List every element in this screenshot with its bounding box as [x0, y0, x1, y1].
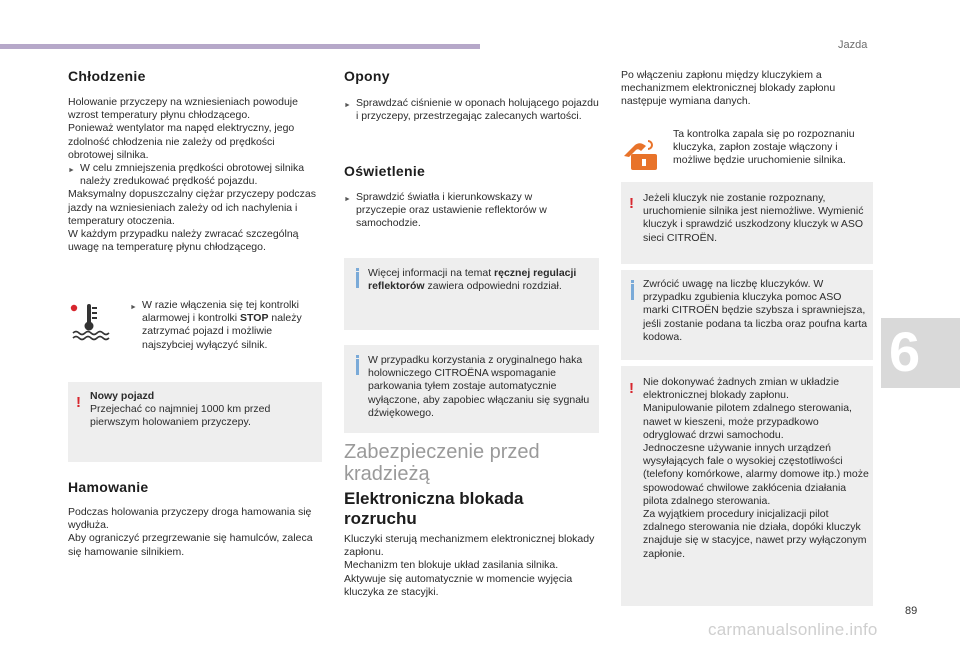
chapter-tab — [881, 318, 960, 388]
cooling-p2: Ponieważ wentylator ma napęd elektryczny, jego zdolność chłodzenia nie zależy od prędkości obrotowej silnika. — [68, 122, 295, 161]
immobiliser-p3: Aktywuje się automatycznie w momencie wyjęcia kluczyka ze stacyjki. — [344, 572, 573, 598]
lights-text — [344, 191, 584, 231]
section-label: Jazda — [838, 39, 868, 51]
tyres-title: Opony — [344, 68, 390, 84]
tyres-bullet: ► Sprawdzać ciśnienie w oponach holującego pojazdu i przyczepy, przestrzegając zalecanych wartości. — [344, 97, 599, 123]
cooling-p3: Maksymalny dopuszczalny ciężar przyczepy podczas jazdy na wzniesieniach zależy od ich nachylenia i temperatury otoczenia. — [68, 188, 317, 227]
braking-title: Hamowanie — [68, 479, 149, 495]
antitheft-title: Zabezpieczenie przed kradzieżą — [344, 441, 540, 485]
immobiliser-intro: Po włączeniu zapłonu między kluczykiem a mechanizmem elektronicznej blokady zapłonu następuje wymiana danych. — [621, 69, 836, 108]
watermark: carmanualsonline.info — [708, 620, 878, 639]
coolant-temperature-icon — [70, 300, 110, 342]
stop-label: STOP — [240, 312, 269, 325]
cooling-p1: Holowanie przyczepy na wzniesieniach powoduje wzrost temperatury płynu chłodzącego. — [68, 96, 298, 122]
chapter-number: 6 — [889, 320, 921, 383]
immobiliser-p2: Mechanizm ten blokuje układ zasilania silnika. — [344, 559, 559, 572]
immobiliser-text — [344, 533, 599, 599]
warning-exclamation-icon: ! — [629, 380, 634, 397]
new-vehicle-title: Nowy pojazd — [90, 390, 155, 402]
info-icon — [356, 272, 359, 288]
warning-exclamation-icon: ! — [76, 394, 81, 411]
info1-post: zawiera odpowiedni rozdział. — [424, 280, 562, 293]
info1-bold: ręcznej regulacji reflektorów — [368, 267, 577, 293]
braking-text — [68, 506, 322, 559]
info-box-keys — [621, 270, 873, 360]
warn2-text — [643, 376, 869, 561]
lamp-text: Ta kontrolka zapala się po rozpoznaniu kluczyka, zapłon zostaje włączony i możliwe będzie uruchomienie silnika. — [673, 128, 855, 167]
warning-exclamation-icon: ! — [629, 195, 634, 212]
info3-text: Zwrócić uwagę na liczbę kluczyków. W przypadku zgubienia kluczyka pomoc ASO marki CITROËN będzie szybsza i sprawniejsza, jeśli zostanie podana ta liczba oraz poufna karta kodowa. — [643, 278, 868, 343]
braking-p1: Podczas holowania przyczepy droga hamowania się wydłuża. — [68, 506, 312, 532]
temp-warning-post: należy zatrzymać pojazd i możliwie najszybciej wyłączyć silnik. — [142, 312, 302, 351]
info-icon — [631, 284, 634, 300]
immobiliser-p1: Kluczyki sterują mechanizmem elektronicznej blokady zapłonu. — [344, 533, 595, 559]
header-bar — [0, 44, 480, 49]
new-vehicle-box — [68, 382, 322, 462]
info-box-towbar — [344, 345, 599, 433]
cooling-bullet: ► W celu zmniejszenia prędkości obrotowej silnika należy zredukować prędkość pojazdu. — [68, 162, 322, 188]
info2-text: W przypadku korzystania z oryginalnego haka holowniczego CITROËNA wspomaganie parkowania tyłem zostaje automatycznie wyłączone, aby zapobiec włączaniu się sygnału dźwiękowego. — [368, 354, 590, 419]
temp-warning-pre: W razie włączenia się tej kontrolki alarmowej i kontrolki — [142, 299, 299, 325]
warn2-p2: Manipulowanie pilotem zdalnego sterowania, nawet w kieszeni, może przypadkowo odryglować drzwi samochodu. — [643, 402, 852, 441]
temp-warning-text — [130, 299, 320, 352]
immobiliser-title: Elektroniczna blokada rozruchu — [344, 489, 524, 528]
cooling-p4: W każdym przypadku należy zwracać szczególną uwagę na temperaturę płynu chłodzącego. — [68, 228, 299, 254]
tyres-text — [344, 97, 599, 123]
warn2-p3: Jednoczesne używanie innych urządzeń wysyłających fale o wysokiej częstotliwości (telefony komórkowe, alarmy domowe itp.) może spowodować chwilowe zakłócenia działania pilota zdalnego sterowania. — [643, 442, 869, 507]
page-number: 89 — [905, 605, 918, 617]
warn1-text: Jeżeli kluczyk nie zostanie rozpoznany, uruchomienie silnika jest niemożliwe. Wymienić kluczyk i sprawdzić uszkodzony kluczyk w ASO sieci CITROËN. — [643, 192, 864, 244]
warning-box-key — [621, 182, 873, 264]
info-box-headlamps — [344, 258, 599, 330]
key-immobiliser-icon — [621, 138, 661, 172]
info1-pre: Więcej informacji na temat — [368, 267, 495, 279]
warn2-p4: Za wyjątkiem procedury inicjalizacji pilot zdalnego sterowania nie działa, dopóki kluczyk znajduje się w stacyjce, nawet przy wyłączonym zapłonie. — [643, 508, 867, 560]
lights-title: Oświetlenie — [344, 163, 426, 179]
new-vehicle-text: Przejechać co najmniej 1000 km przed pierwszym holowaniem przyczepy. — [90, 403, 271, 429]
cooling-text — [68, 96, 322, 254]
lights-bullet: ► Sprawdzić światła i kierunkowskazy w przyczepie oraz ustawienie reflektorów w samochodzie. — [344, 191, 584, 231]
warn2-p1: Nie dokonywać żadnych zmian w układzie elektronicznej blokady zapłonu. — [643, 376, 840, 402]
braking-p2: Aby ograniczyć przegrzewanie się hamulców, zaleca się hamowanie silnikiem. — [68, 532, 313, 558]
info-icon — [356, 359, 359, 375]
cooling-title: Chłodzenie — [68, 68, 146, 84]
warning-box-remote — [621, 366, 873, 606]
